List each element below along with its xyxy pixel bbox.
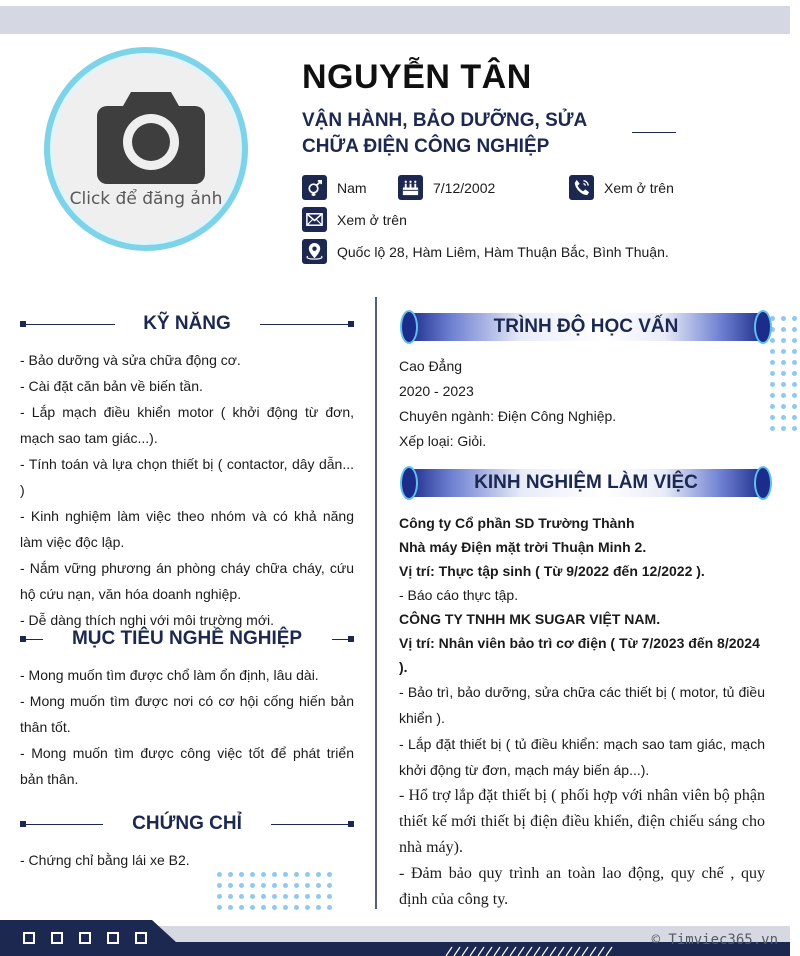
experience-task: - Báo cáo thực tập. [399, 587, 519, 603]
experience-task: - Đảm bảo quy trình an toàn lao động, quy chế , quy định của công ty. [399, 865, 765, 908]
skills-heading [20, 313, 354, 337]
avatar[interactable] [44, 47, 248, 251]
objective-item: - Mong muốn tìm được nơi có cơ hội cống hiến bản thân tốt. [20, 693, 354, 735]
job-position [302, 108, 602, 160]
avatar-upload-text[interactable]: Click để đăng ảnh [69, 189, 223, 209]
camera-icon [95, 86, 207, 186]
skill-item: - Kinh nghiệm làm việc theo nhóm và có khả năng làm việc độc lập. [20, 508, 354, 550]
experience-role: Vị trí: Nhân viên bảo trì cơ điện ( Từ 7/2023 đến 8/2024 ). [399, 635, 760, 675]
info-birthday [398, 175, 495, 200]
skills-list [20, 347, 354, 633]
footer-square [79, 932, 91, 944]
footer-square [23, 932, 35, 944]
education-level: Cao Đẳng [399, 358, 463, 374]
skills-title: KỸ NĂNG [143, 313, 231, 334]
footer-square [135, 932, 147, 944]
birthday-cake-icon [398, 175, 423, 200]
watermark: © Timviec365.vn [651, 932, 778, 948]
email-value: Xem ở trên [337, 211, 407, 228]
education-years: 2020 - 2023 [399, 383, 474, 399]
education-details [399, 354, 765, 454]
position-divider [632, 132, 676, 133]
experience-details [399, 511, 765, 913]
skill-item: - Tính toán và lựa chọn thiết bị ( contactor, dây dẫn... ) [20, 456, 354, 498]
skill-item: - Nắm vững phương án phòng cháy chữa cháy, cứu hộ cứu nạn, văn hóa doanh nghiệp. [20, 560, 354, 602]
top-bar [0, 6, 790, 34]
address-value: Quốc lộ 28, Hàm Liêm, Hàm Thuận Bắc, Bình Thuận. [337, 243, 669, 260]
certificates-title: CHỨNG CHỈ [132, 813, 242, 834]
experience-title: KINH NGHIỆM LÀM VIỆC [474, 472, 698, 493]
gender-value: Nam [337, 179, 367, 196]
education-heading [400, 310, 772, 344]
birthday-value: 7/12/2002 [433, 179, 496, 196]
objective-item: - Mong muốn tìm được chổ làm ổn định, lâu dài. [20, 667, 319, 683]
decor-dots-bottom [217, 872, 332, 910]
location-pin-icon [302, 239, 327, 264]
objective-list [20, 662, 354, 792]
skill-item: - Cài đặt căn bản về biến tần. [20, 378, 203, 394]
info-email [302, 207, 407, 232]
phone-icon [569, 175, 594, 200]
skill-item: - Lắp mạch điều khiển motor ( khởi động từ đơn, mạch sao tam giác...). [20, 404, 354, 446]
email-icon [302, 207, 327, 232]
job-position-line2: CHỮA ĐIỆN CÔNG NGHIỆP [302, 136, 550, 157]
certificate-item: - Chứng chỉ bằng lái xe B2. [20, 852, 190, 868]
info-gender [302, 175, 367, 200]
job-position-line1: VẬN HÀNH, BẢO DƯỠNG, SỬA [302, 110, 588, 131]
decor-dots-right [770, 316, 797, 431]
experience-task: - Hổ trợ lắp đặt thiết bị ( phối hợp với nhân viên bộ phận thiết kế mới thiết bị điện điều khiển, điện chiếu sáng cho nhà máy). [399, 787, 765, 856]
skill-item: - Dễ dàng thích nghi với môi trường mới. [20, 612, 275, 628]
footer-square [107, 932, 119, 944]
experience-company: Công ty Cổ phần SD Trường Thành [399, 515, 635, 531]
education-title: TRÌNH ĐỘ HỌC VẤN [493, 316, 679, 337]
certificates-list [20, 847, 354, 873]
experience-heading [400, 466, 772, 500]
objective-item: - Mong muốn tìm được công việc tốt để phát triển bản thân. [20, 745, 354, 787]
education-major: Chuyên ngành: Điện Công Nghiệp. [399, 408, 617, 424]
experience-task: - Bảo trì, bảo dưỡng, sửa chữa các thiết bị ( motor, tủ điều khiển ). [399, 684, 765, 726]
experience-task: - Lắp đặt thiết bị ( tủ điều khiển: mạch sao tam giác, mạch khởi động từ đơn, mạch máy biến áp...). [399, 736, 765, 778]
skill-item: - Bảo dưỡng và sửa chữa động cơ. [20, 352, 241, 368]
education-grade: Xếp loại: Giỏi. [399, 433, 487, 449]
info-address [302, 239, 669, 264]
phone-value: Xem ở trên [604, 179, 674, 196]
column-divider [375, 297, 377, 909]
certificates-heading [20, 813, 354, 837]
objective-title: MỤC TIÊU NGHỀ NGHIỆP [71, 628, 303, 649]
objective-heading [20, 628, 354, 652]
experience-company: CÔNG TY TNHH MK SUGAR VIỆT NAM. [399, 611, 661, 627]
info-phone [569, 175, 674, 200]
gender-icon [302, 175, 327, 200]
footer-square [51, 932, 63, 944]
experience-plant: Nhà máy Điện mặt trời Thuận Minh 2. [399, 539, 647, 555]
avatar-upload-area[interactable] [50, 53, 242, 245]
candidate-name: NGUYỄN TÂN [302, 58, 532, 96]
experience-role: Vị trí: Thực tập sinh ( Từ 9/2022 đến 12/2022 ). [399, 563, 705, 579]
